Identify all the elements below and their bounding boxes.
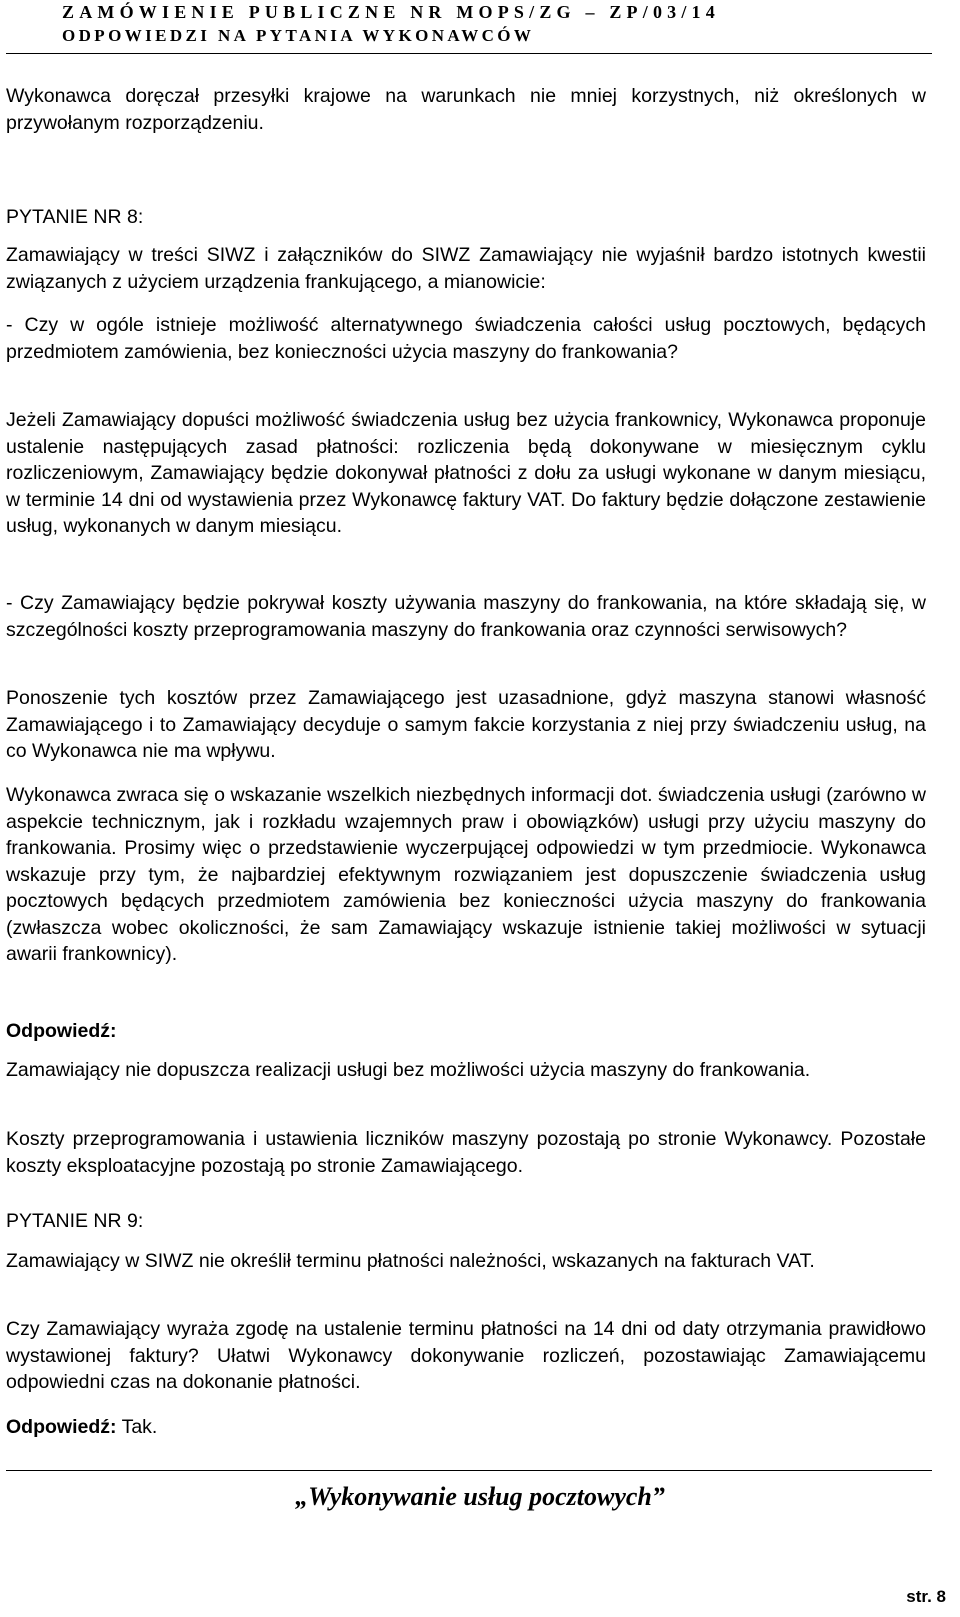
question-8-paragraph-4: - Czy Zamawiający będzie pokrywał koszty używania maszyny do frankowania, na które składają się, w szczególności koszty przeprogramowania maszyny do frankowania oraz czynności serwisowych? <box>6 592 926 641</box>
question-9-answer-label: Odpowiedź: <box>6 1416 117 1438</box>
footer-rule <box>6 1470 932 1471</box>
question-9-answer-value: Tak. <box>116 1416 158 1438</box>
header-rule <box>6 53 932 54</box>
header-subtitle: ODPOWIEDZI NA PYTANIA WYKONAWCÓW <box>62 26 535 45</box>
footer-title: „Wykonywanie usług pocztowych” <box>295 1482 665 1511</box>
question-9-answer <box>6 1414 157 1440</box>
question-8-answer-label: Odpowiedź: <box>6 1020 117 1042</box>
question-8-paragraph-5: Ponoszenie tych kosztów przez Zamawiającego jest uzasadnione, gdyż maszyna stanowi własność Zamawiającego i to Zamawiający decyduje o samym fakcie korzystania z niej przy świadczeniu usług, na co Wykonawca nie ma wpływu. <box>6 687 926 762</box>
question-8-paragraph-3: Jeżeli Zamawiający dopuści możliwość świadczenia usług bez użycia frankownicy, Wykonawca proponuje ustalenie następujących zasad płatności: rozliczenia będą dokonywane w miesięcznym cyklu rozliczeniowym, Zamawiający będzie dokonywał płatności z dołu za usługi wykonane w danym miesiącu, w terminie 14 dni od wystawienia przez Wykonawcę faktury VAT. Do faktury będzie dołączone zestawienie usług, wykonanych w danym miesiącu. <box>6 409 926 537</box>
intro-paragraph: Wykonawca doręczał przesyłki krajowe na warunkach nie mniej korzystnych, niż określonych w przywołanym rozporządzeniu. <box>6 85 926 134</box>
question-8-paragraph-2: - Czy w ogóle istnieje możliwość alternatywnego świadczenia całości usług pocztowych, będących przedmiotem zamówienia, bez konieczności użycia maszyny do frankowania? <box>6 314 926 363</box>
question-9-paragraph-2: Czy Zamawiający wyraża zgodę na ustalenie terminu płatności na 14 dni od daty otrzymania prawidłowo wystawionej faktury? Ułatwi Wykonawcy dokonywanie rozliczeń, pozostawiając Zamawiającemu odpowiedni czas na dokonanie płatności. <box>6 1318 926 1393</box>
question-8-answer-paragraph-1: Zamawiający nie dopuszcza realizacji usługi bez możliwości użycia maszyny do frankowania. <box>6 1059 811 1081</box>
question-8-paragraph-6: Wykonawca zwraca się o wskazanie wszelkich niezbędnych informacji dot. świadczenia usługi (zarówno w aspekcie technicznym, jak i rozkładu wzajemnych praw i obowiązków) usługi przy użyciu maszyny do frankowania. Prosimy więc o przedstawienie wyczerpującej odpowiedzi w tym przedmiocie. Wykonawca wskazuje przy tym, że najbardziej efektywnym rozwiązaniem jest dopuszczenie świadczenia usług pocztowych będących przedmiotem zamówienia bez konieczności użycia maszyny do frankowania (zwłaszcza wobec okoliczności, że sam Zamawiający wskazuje istnienie takiej możliwości w sytuacji awarii frankownicy). <box>6 784 926 965</box>
header-title: ZAMÓWIENIE PUBLICZNE NR MOPS/ZG – ZP/03/14 <box>62 2 720 22</box>
question-9-paragraph-1: Zamawiający w SIWZ nie określił terminu płatności należności, wskazanych na fakturach VAT. <box>6 1250 815 1272</box>
question-8-answer-paragraph-2: Koszty przeprogramowania i ustawienia liczników maszyny pozostają po stronie Wykonawcy. Pozostałe koszty eksploatacyjne pozostają po stronie Zamawiającego. <box>6 1128 926 1177</box>
question-8-paragraph-1: Zamawiający w treści SIWZ i załączników do SIWZ Zamawiający nie wyjaśnił bardzo istotnych kwestii związanych z użyciem urządzenia frankującego, a mianowicie: <box>6 244 926 293</box>
question-8-title: PYTANIE NR 8: <box>6 206 144 228</box>
page-number: str. 8 <box>906 1587 946 1606</box>
question-9-title: PYTANIE NR 9: <box>6 1210 144 1232</box>
